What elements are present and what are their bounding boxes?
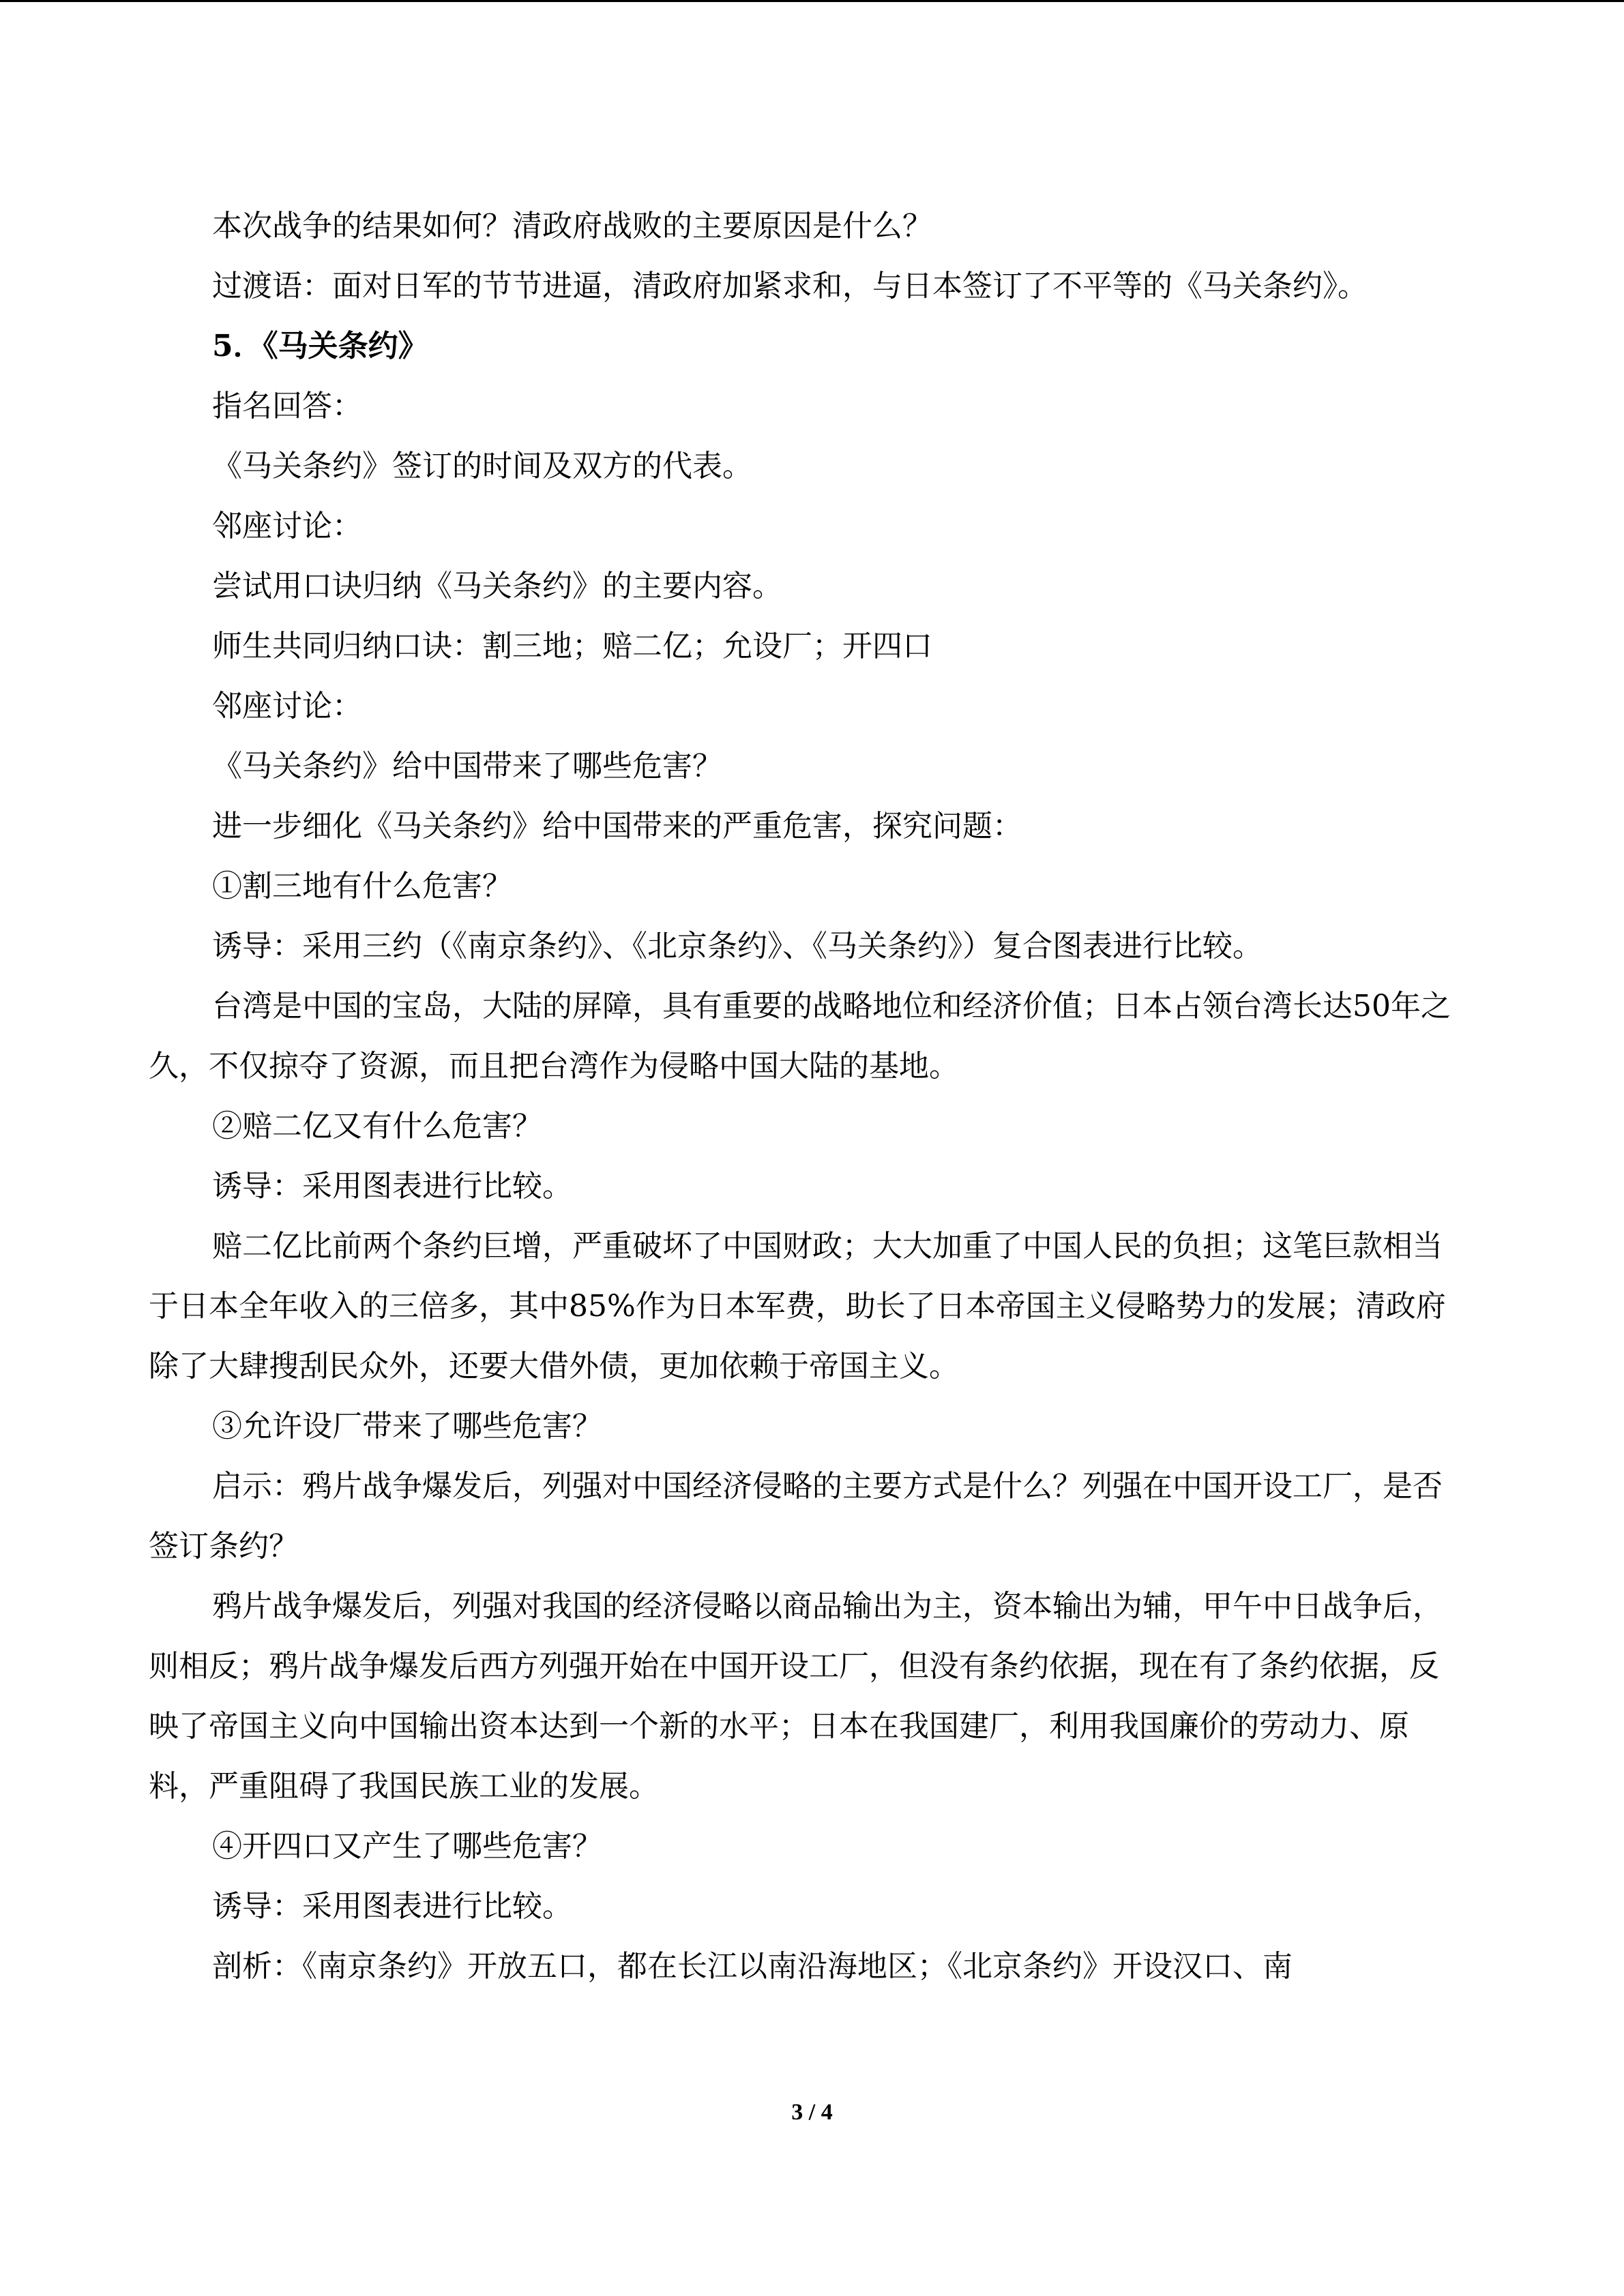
paragraph-mnemonic-task: 尝试用口诀归纳《马关条约》的主要内容。 — [212, 569, 782, 603]
paragraph-factory-hint: 启示：鸦片战争爆发后，列强对中国经济侵略的主要方式是什么？列强在中国开设工厂，是否签订条约？ — [149, 1469, 1443, 1564]
paragraph-ports-question: ④开四口又产生了哪些危害？ — [212, 1829, 602, 1864]
paragraph-taiwan-analysis: 台湾是中国的宝岛，大陆的屏障，具有重要的战略地位和经济价值；日本占领台湾长达50年之久，不仅掠夺了资源，而且把台湾作为侵略中国大陆的基地。 — [149, 989, 1451, 1084]
top-border-line — [0, 0, 1624, 2]
paragraph-war-result-question: 本次战争的结果如何？清政府战败的主要原因是什么？ — [212, 209, 932, 243]
paragraph-transition: 过渡语：面对日军的节节进逼，清政府加紧求和，与日本签订了不平等的《马关条约》。 — [212, 269, 1368, 303]
page-body — [149, 196, 1465, 1997]
paragraph-indemnity-analysis: 赔二亿比前两个条约巨增，严重破坏了中国财政；大大加重了中国人民的负担；这笔巨款相当于日本全年收入的三倍多，其中85%作为日本军费，助长了日本帝国主义侵略势力的发展；清政府除了大肆搜刮民众外，还要大借外债，更加依赖于帝国主义。 — [149, 1229, 1446, 1384]
paragraph-signing-time: 《马关条约》签订的时间及双方的代表。 — [212, 449, 752, 483]
paragraph-factory-question: ③允许设厂带来了哪些危害？ — [212, 1409, 602, 1444]
paragraph-mnemonic: 师生共同归纳口诀：割三地；赔二亿；允设厂；开四口 — [212, 629, 932, 664]
paragraph-guide-three-treaties: 诱导：采用三约（《南京条约》、《北京条约》、《马关条约》）复合图表进行比较。 — [212, 929, 1263, 964]
paragraph-guide-chart-1: 诱导：采用图表进行比较。 — [212, 1169, 572, 1204]
section-heading-treaty-of-shimonoseki: 5．《马关条约》 — [212, 329, 428, 363]
paragraph-ports-analysis: 剖析：《南京条约》开放五口，都在长江以南沿海地区；《北京条约》开设汉口、南 — [212, 1949, 1293, 1984]
paragraph-harm-question: 《马关条约》给中国带来了哪些危害？ — [212, 749, 722, 784]
paragraph-further-inquiry: 进一步细化《马关条约》给中国带来的严重危害，探究问题： — [212, 809, 1022, 844]
paragraph-named-answer: 指名回答： — [212, 389, 362, 423]
paragraph-pair-discussion-2: 邻座讨论： — [212, 689, 362, 724]
paragraph-factory-analysis: 鸦片战争爆发后，列强对我国的经济侵略以商品输出为主，资本输出为辅，甲午中日战争后，则相反；鸦片战争爆发后西方列强开始在中国开设工厂，但没有条约依据，现在有了条约依据，反映了帝国主义向中国输出资本达到一个新的水平；日本在我国建厂，利用我国廉价的劳动力、原料，严重阻碍了我国民族工业的发展。 — [149, 1589, 1443, 1804]
paragraph-pair-discussion-1: 邻座讨论： — [212, 509, 362, 543]
paragraph-cede-land-question: ①割三地有什么危害？ — [212, 869, 512, 904]
paragraph-guide-chart-2: 诱导：采用图表进行比较。 — [212, 1889, 572, 1924]
page-number: 3 / 4 — [791, 2100, 833, 2125]
paragraph-indemnity-question: ②赔二亿又有什么危害？ — [212, 1109, 542, 1144]
